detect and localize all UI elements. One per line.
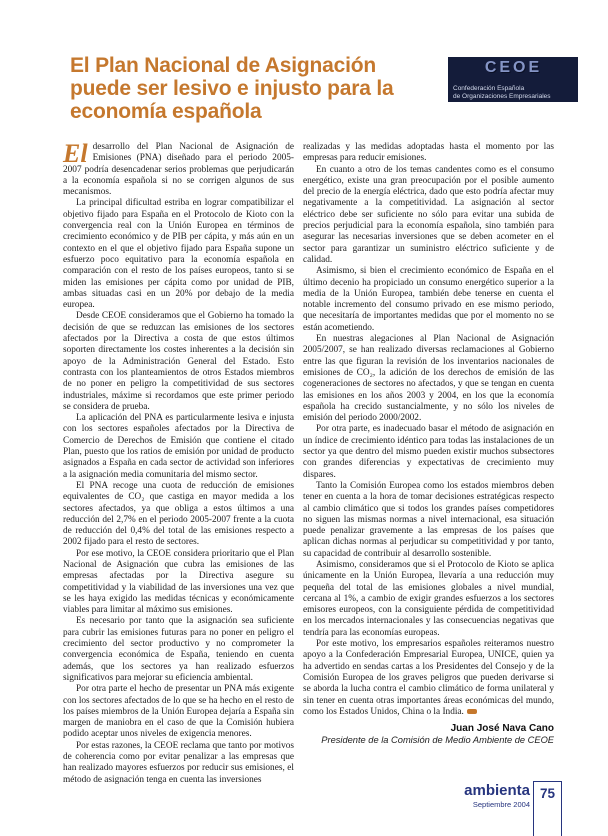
paragraph: Asimismo, si bien el crecimiento económico de España en el último decenio ha propiciado un consumo energético superior a la media de la Unión Europea, también debe tenerse en cuenta el notable incremento del consumo privado en ese mismo periodo, que necesitaría de importantes medidas que por el momento no se están acometiendo. xyxy=(303,266,554,333)
paragraph: Por otra parte el hecho de presentar un PNA más exigente con los sectores afectados de lo que se ha hecho en el resto de los países miembros de la Unión Europea dejaría a España sin margen de maniobra en el caso de que la Comisión hubiera podido aceptar unos niveles de exigencia menores. xyxy=(63,684,294,740)
article-body xyxy=(63,139,554,786)
paragraph-text: Por este motivo, los empresarios españoles reiteramos nuestro apoyo a la Confederación Empresarial Europea, UNICE, quien ya ha advertido en sendas cartas a los Presidentes del Consejo y de la Comisión Europea de los graves peligros que pueden derivarse si se aborda la lucha contra el cambio climático de forma unilateral y sin tener en cuenta otras importantes áreas económicas del mundo, como los Estados Unidos, China o la India. xyxy=(303,639,554,717)
article-column-right xyxy=(303,142,554,786)
paragraph-text: desarrollo del Plan Nacional de Asignación de Emisiones (PNA) diseñado para el periodo 2005-2007 podría desencadenar serios problemas que perjudicarán a la economía española si no se corrigen algunos de sus mecanismos. xyxy=(63,142,294,198)
ceoe-logo-mark: CEOE xyxy=(484,59,543,76)
paragraph: La principal dificultad estriba en lograr compatibilizar el objetivo fijado para España en el Protocolo de Kioto con la convergencia real con la Unión Europea en términos de crecimiento económico y de PIB per cápita, y más aún en un contexto en el que el objetivo fijado para España supone un esfuerzo poco equitativo para la economía española en comparación con el resto de los países europeos, tanto si se miden las emisiones per cápita como por unidad de PIB, ambas situadas casi en un 20% por debajo de la media europea. xyxy=(63,198,294,311)
paragraph: Por estas razones, la CEOE reclama que tanto por motivos de coherencia como por evitar penalizar a las empresas que han realizado mayores esfuerzos por reducir sus emisiones, el método de asignación tenga en cuenta las inversiones xyxy=(63,740,294,785)
issue-date: Septiembre 2004 xyxy=(472,800,530,809)
paragraph xyxy=(63,139,294,198)
page-number: 75 xyxy=(539,786,556,801)
paragraph: En nuestras alegaciones al Plan Nacional de Asignación 2005/2007, se han realizado diversas reclamaciones al Gobierno entre las que figuran la revisión de los inventarios nacionales de emisiones de CO₂, la adición de los derechos de emisión de las cogeneraciones de sectores no afectados, y que se tengan en cuenta las emisiones en los años 2003 y 2004, en los que la economía española ha crecido sustancialmente, y no sólo los niveles de emisión del periodo 2000/2002. xyxy=(303,334,554,424)
ceoe-logo xyxy=(448,57,578,102)
drop-cap: El xyxy=(63,139,88,168)
paragraph: Desde CEOE consideramos que el Gobierno ha tomado la decisión de que se reduzcan las emisiones de los sectores afectados por la Directiva a costa de que estos últimos soporten directamente los costes inherentes a la decisión sin apoyo de la Administración General del Estado. Esto contrasta con los planteamientos de otros Estados miembros de no poner en peligro la competitividad de sus sectores industriales, máxime si recordamos que este primer periodo se considera de prueba. xyxy=(63,311,294,412)
paragraph: Por ese motivo, la CEOE considera prioritario que el Plan Nacional de Asignación que cubra las emisiones de las empresas afectadas por la Directiva asegure su competitividad y la viabilidad de las inversiones una vez que se les haya exigido las medidas técnicas y económicamente viables para limitar al máximo sus emisiones. xyxy=(63,548,294,616)
paragraph xyxy=(303,639,554,718)
article-column-left xyxy=(63,139,294,786)
paragraph: Asimismo, consideramos que si el Protocolo de Kioto se aplica únicamente en la Unión Europea, llevaría a una reducción muy pequeña del total de las emisiones globales a nivel mundial, cercana al 1%, a cambio de exigir grandes esfuerzos a los sectores emisores europeos, con la consiguiente pérdida de competitividad en los mercados internacionales y las consecuencias negativas que tendría para las economías europeas. xyxy=(303,559,554,638)
ceoe-logo-text-line-2: de Organizaciones Empresariales xyxy=(453,92,551,100)
article-end-mark xyxy=(467,709,477,714)
paragraph: El PNA recoge una cuota de reducción de emisiones equivalentes de CO₂ que castiga en mayor medida a los sectores afectados, ya que obliga a estos últimos a una reducción del 2,7% en el periodo 2005-2007 frente a la cuota de reducción del 0,4% del total de las emisiones respecto a 2002 fijado para el resto de sectores. xyxy=(63,480,294,548)
paragraph: La aplicación del PNA es particularmente lesiva e injusta con los sectores españoles afectados por la Directiva de Comercio de Derechos de Emisión que contiene el citado Plan, puesto que los ratios de emisión por unidad de producto asignados a España en cada sector de actividad son inferiores a la asignación media comunitaria del mismo sector. xyxy=(63,413,294,480)
paragraph: Tanto la Comisión Europea como los estados miembros deben tener en cuenta a la hora de tomar decisiones estratégicas respecto al cambio climático que si todos los grandes países competidores no siguen las mismas normas a nivel internacional, esa situación puede penalizar gravemente a las empresas de los países que aplican dichas normas al perjudicar su competitividad y por tanto, su capacidad de contribuir al desarrollo sostenible. xyxy=(303,480,554,559)
paragraph: Es necesario por tanto que la asignación sea suficiente para cubrir las emisiones futuras para no poner en peligro el crecimiento del sector productivo y no comprometer la convergencia económica de España, teniendo en cuenta además, que los sectores ya han realizado esfuerzos significativos para mejorar su eficiencia ambiental. xyxy=(63,616,294,683)
ceoe-logo-text xyxy=(453,85,574,100)
author-name: Juan José Nava Cano xyxy=(450,723,554,735)
magazine-name: ambienta xyxy=(464,782,530,799)
page-title xyxy=(70,54,490,123)
paragraph: Por otra parte, es inadecuado basar el método de asignación en un índice de crecimiento idéntico para todas las instalaciones de un sector ya que dentro del mismo pueden existir muchos subsectores con grandes diferencias y expectativas de crecimiento muy dispares. xyxy=(303,424,554,480)
author-role: Presidente de la Comisión de Medio Ambiente de CEOE xyxy=(321,735,554,746)
signature-block xyxy=(303,723,554,746)
ceoe-logo-text-line-1: Confederación Española xyxy=(453,85,525,92)
page-number-box xyxy=(533,781,562,836)
paragraph: realizadas y las medidas adoptadas hasta el momento por las empresas para reducir emisiones. xyxy=(303,142,554,164)
page-title-line-1: El Plan Nacional de Asignación xyxy=(70,54,376,77)
page-title-line-2: puede ser lesivo e injusto para la xyxy=(70,77,394,100)
page-title-line-3: economía española xyxy=(70,100,262,123)
paragraph: En cuanto a otro de los temas candentes como es el consumo energético, existe una gran preocupación por el posible aumento del precio de la energía eléctrica, dado que esto podría afectar muy negativamente a la competitividad. La asignación al sector eléctrico debe ser suficiente no sólo para evitar una subida de precios perjudicial para la economía española, sino también para asegurar las necesarias inversiones que se deben acometer en el sector para garantizar un suministro eléctrico suficiente y de calidad. xyxy=(303,164,554,265)
